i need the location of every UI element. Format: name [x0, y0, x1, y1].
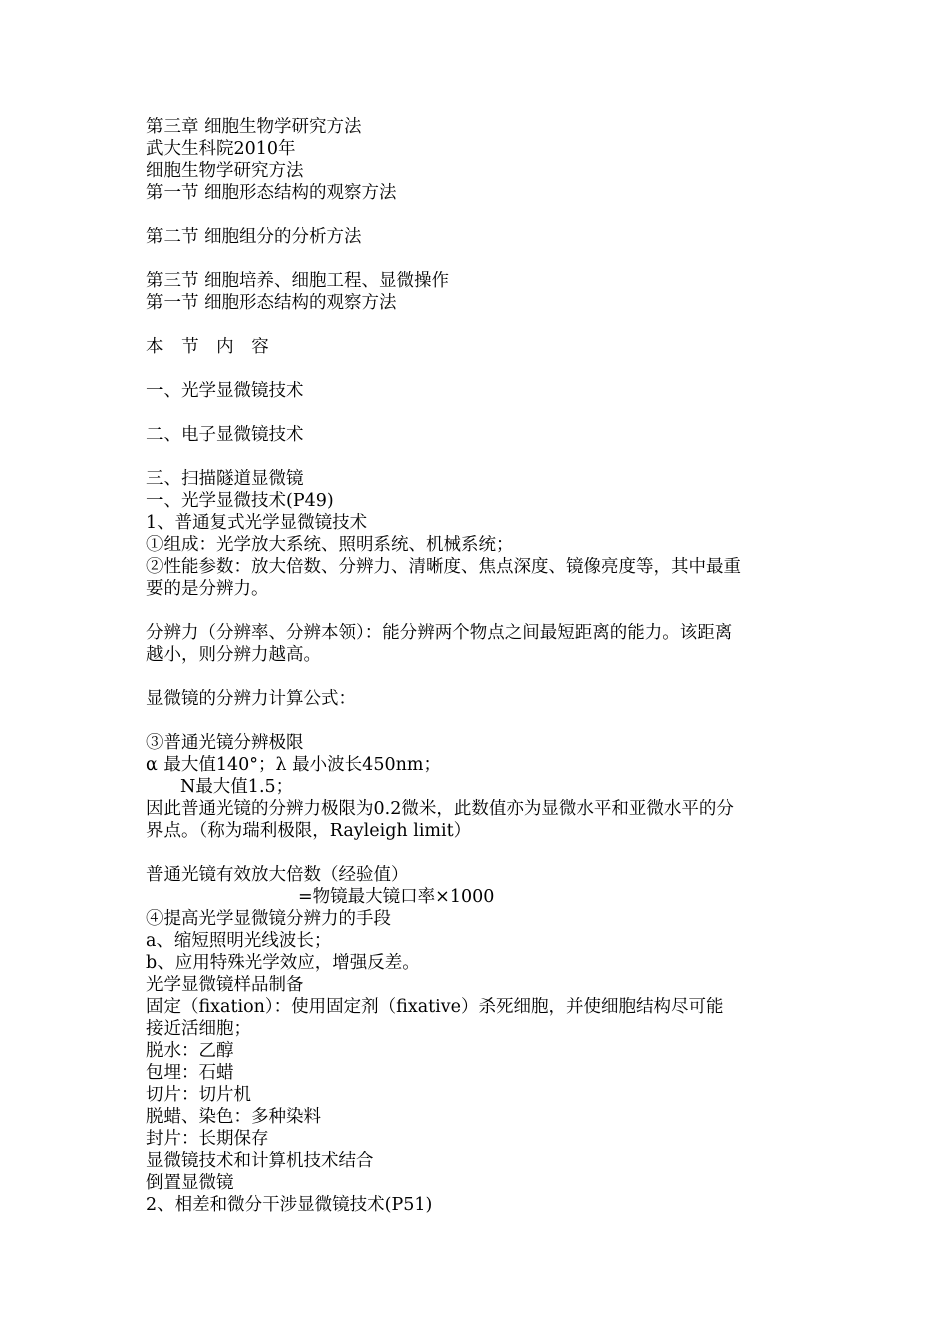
dehydration-line: 脱水：乙醇	[146, 1041, 234, 1061]
limit-conclusion-line-1: 因此普通光镜的分辨力极限为0.2微米，此数值亦为显微水平和亚微水平的分	[146, 799, 734, 819]
contents-heading: 本 节 内 容	[146, 337, 275, 357]
fixation-line-2: 接近活细胞；	[146, 1019, 251, 1039]
phase-contrast-heading: 2、相差和微分干涉显微镜技术(P51)	[146, 1195, 433, 1215]
resolution-def-line-2: 越小，则分辨力越高。	[146, 645, 321, 665]
inverted-microscope-line: 倒置显微镜	[146, 1173, 234, 1193]
blank-line	[146, 402, 806, 424]
alpha-lambda-line: α 最大值140°；λ 最小波长450nm；	[146, 755, 441, 775]
magnification-formula: =物镜最大镜口率×1000	[298, 887, 495, 907]
composition-line: ①组成：光学放大系统、照明系统、机械系统；	[146, 535, 514, 555]
blank-line	[146, 446, 806, 468]
resolution-def-line-1: 分辨力（分辨率、分辨本领）：能分辨两个物点之间最短距离的能力。该距离	[146, 623, 733, 643]
subtitle: 细胞生物学研究方法	[146, 161, 304, 181]
mounting-line: 封片：长期保存	[146, 1129, 269, 1149]
document-page	[146, 116, 806, 1216]
compound-heading: 1、普通复式光学显微镜技术	[146, 513, 368, 533]
contents-item-3: 三、扫描隧道显微镜	[146, 469, 304, 489]
computer-combo-line: 显微镜技术和计算机技术结合	[146, 1151, 374, 1171]
chapter-title: 第三章 细胞生物学研究方法	[146, 117, 362, 137]
sample-prep-heading: 光学显微镜样品制备	[146, 975, 304, 995]
blank-line	[146, 314, 806, 336]
section1-title-repeat: 第一节 细胞形态结构的观察方法	[146, 293, 397, 313]
blank-line	[146, 666, 806, 688]
dewax-stain-line: 脱蜡、染色：多种染料	[146, 1107, 321, 1127]
optical-heading: 一、光学显微技术(P49)	[146, 491, 334, 511]
blank-line	[146, 842, 806, 864]
performance-line-2: 要的是分辨力。	[146, 579, 269, 599]
performance-line-1: ②性能参数：放大倍数、分辨力、清晰度、焦点深度、镜像亮度等，其中最重	[146, 557, 741, 577]
magnification-heading: 普通光镜有效放大倍数（经验值）	[146, 865, 409, 885]
section3-title: 第三节 细胞培养、细胞工程、显微操作	[146, 271, 450, 291]
formula-heading: 显微镜的分辨力计算公式：	[146, 689, 356, 709]
blank-line	[146, 710, 806, 732]
blank-line	[146, 358, 806, 380]
limit-heading: ③普通光镜分辨极限	[146, 733, 304, 753]
contents-item-2: 二、电子显微镜技术	[146, 425, 304, 445]
institution-year: 武大生科院2010年	[146, 139, 296, 159]
improve-heading: ④提高光学显微镜分辨力的手段	[146, 909, 391, 929]
section1-title: 第一节 细胞形态结构的观察方法	[146, 183, 397, 203]
blank-line	[146, 248, 806, 270]
fixation-line-1: 固定（fixation）：使用固定剂（fixative）杀死细胞，并使细胞结构尽可能	[146, 997, 724, 1017]
blank-line	[146, 600, 806, 622]
n-max-line: N最大值1.5；	[180, 777, 294, 797]
sectioning-line: 切片：切片机	[146, 1085, 251, 1105]
embedding-line: 包埋：石蜡	[146, 1063, 234, 1083]
improve-b: b、应用特殊光学效应，增强反差。	[146, 953, 420, 973]
improve-a: a、缩短照明光线波长；	[146, 931, 332, 951]
section2-title: 第二节 细胞组分的分析方法	[146, 227, 362, 247]
limit-conclusion-line-2: 界点。（称为瑞利极限，Rayleigh limit）	[146, 821, 472, 841]
contents-item-1: 一、光学显微镜技术	[146, 381, 304, 401]
blank-line	[146, 204, 806, 226]
